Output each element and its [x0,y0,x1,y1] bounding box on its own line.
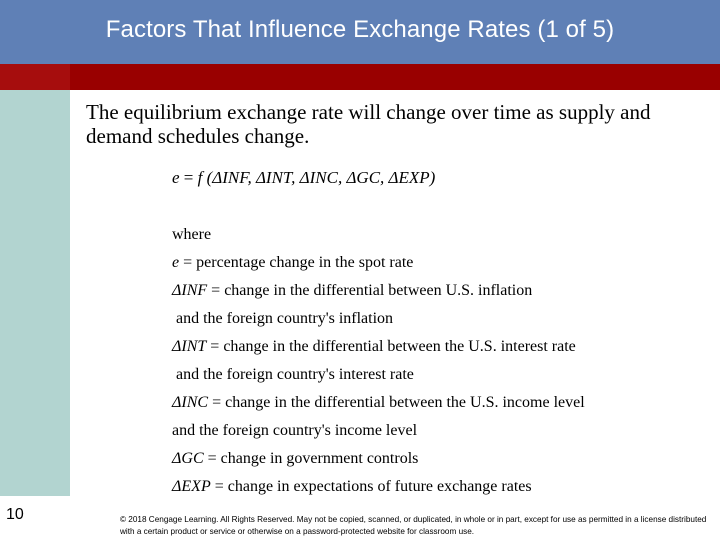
formula-args: (ΔINF, ΔINT, ΔINC, ΔGC, ΔEXP) [202,168,436,187]
definition-text: = change in the differential between the U.S. income level [208,394,585,411]
definition-line [172,226,211,244]
definition-symbol: ΔEXP [172,478,211,495]
side-accent-bar [0,90,70,496]
definition-line [176,310,393,328]
definition-line [172,478,532,496]
definition-line [172,422,417,440]
definition-symbol: ΔGC [172,450,204,467]
definition-text: = percentage change in the spot rate [179,254,414,271]
definition-line [172,338,576,356]
intro-paragraph: The equilibrium exchange rate will change over time as supply and demand schedules change. [86,100,651,148]
definition-text: and the foreign country's interest rate [176,366,414,383]
definition-line [172,282,532,300]
copyright-notice: © 2018 Cengage Learning. All Rights Reserved. May not be copied, scanned, or duplicated, in whole or in part, except for use as permitted in a license distributed with a certain product or service or otherwise on a password-protected website for classroom use. [120,515,707,536]
definition-symbol: ΔINC [172,394,209,411]
definition-symbol: ΔINT [172,338,207,355]
red-accent-strip [0,64,720,90]
definition-text: = change in expectations of future exchange rates [210,478,532,495]
formula-lhs: e [172,168,180,187]
red-strip-left-accent [0,64,70,90]
exchange-rate-formula [172,168,435,188]
definition-text: and the foreign country's income level [172,422,418,439]
slide-number: 10 [6,506,24,523]
definition-text: where [172,226,212,243]
definition-line [176,366,414,384]
formula-equals: = [179,168,198,187]
definition-symbol: ΔINF [172,282,208,299]
definition-line [172,254,413,272]
definition-symbol: e [172,254,180,271]
definition-line [172,394,585,412]
definition-line [172,450,418,468]
definition-text: = change in government controls [203,450,419,467]
definition-text: = change in the differential between the U.S. interest rate [206,338,576,355]
formula-function: f [197,168,203,187]
slide-title: Factors That Influence Exchange Rates (1 of 5) [105,16,615,43]
definition-text: = change in the differential between U.S. inflation [207,282,533,299]
definition-text: and the foreign country's inflation [176,310,394,327]
